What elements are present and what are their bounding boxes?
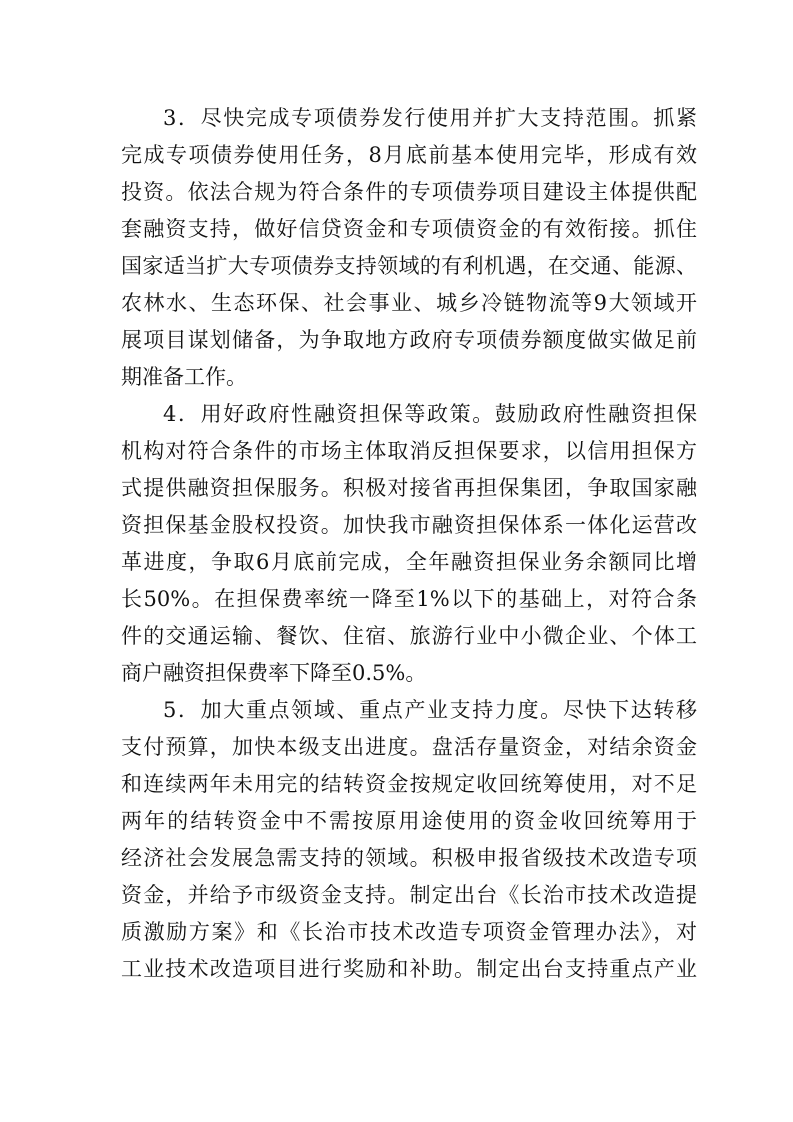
paragraph-5 (121, 692, 697, 988)
text-line: 国家适当扩大专项债券支持领域的有利机遇，在交通、能源、 (121, 254, 697, 278)
text-line: 式提供融资担保服务。积极对接省再担保集团，争取国家融 (121, 476, 697, 500)
text-line: 工业技术改造项目进行奖励和补助。制定出台支持重点产业 (121, 957, 697, 981)
text-line: 机构对符合条件的市场主体取消反担保要求，以信用担保方 (121, 439, 697, 463)
text-line: 3．尽快完成专项债券发行使用并扩大支持范围。抓紧 (163, 106, 697, 130)
document-page (121, 100, 697, 988)
text-line: 展项目谋划储备，为争取地方政府专项债券额度做实做足前 (121, 328, 697, 352)
text-line: 长50%。在担保费率统一降至1%以下的基础上，对符合条 (121, 587, 697, 611)
text-line: 质激励方案》和《长治市技术改造专项资金管理办法》，对 (121, 920, 697, 944)
paragraph-3 (121, 100, 697, 396)
paragraph-4 (121, 396, 697, 692)
text-line: 投资。依法合规为符合条件的专项债券项目建设主体提供配 (121, 180, 697, 204)
text-line: 革进度，争取6月底前完成，全年融资担保业务余额同比增 (121, 550, 697, 574)
text-line: 套融资支持，做好信贷资金和专项债资金的有效衔接。抓住 (121, 217, 697, 241)
text-line: 经济社会发展急需支持的领域。积极申报省级技术改造专项 (121, 846, 697, 870)
text-line: 和连续两年未用完的结转资金按规定收回统筹使用，对不足 (121, 772, 697, 796)
text-line: 资担保基金股权投资。加快我市融资担保体系一体化运营改 (121, 513, 697, 537)
text-line: 支付预算，加快本级支出进度。盘活存量资金，对结余资金 (121, 735, 697, 759)
text-line: 期准备工作。 (121, 365, 247, 389)
text-line: 资金，并给予市级资金支持。制定出台《长治市技术改造提 (121, 883, 697, 907)
text-line: 5．加大重点领域、重点产业支持力度。尽快下达转移 (163, 698, 697, 722)
text-line: 件的交通运输、餐饮、住宿、旅游行业中小微企业、个体工 (121, 624, 697, 648)
text-line: 商户融资担保费率下降至0.5%。 (121, 661, 427, 685)
text-line: 完成专项债券使用任务，8月底前基本使用完毕，形成有效 (121, 143, 697, 167)
text-line: 4．用好政府性融资担保等政策。鼓励政府性融资担保 (163, 402, 697, 426)
text-line: 农林水、生态环保、社会事业、城乡冷链物流等9大领域开 (121, 291, 697, 315)
text-line: 两年的结转资金中不需按原用途使用的资金收回统筹用于 (121, 809, 697, 833)
